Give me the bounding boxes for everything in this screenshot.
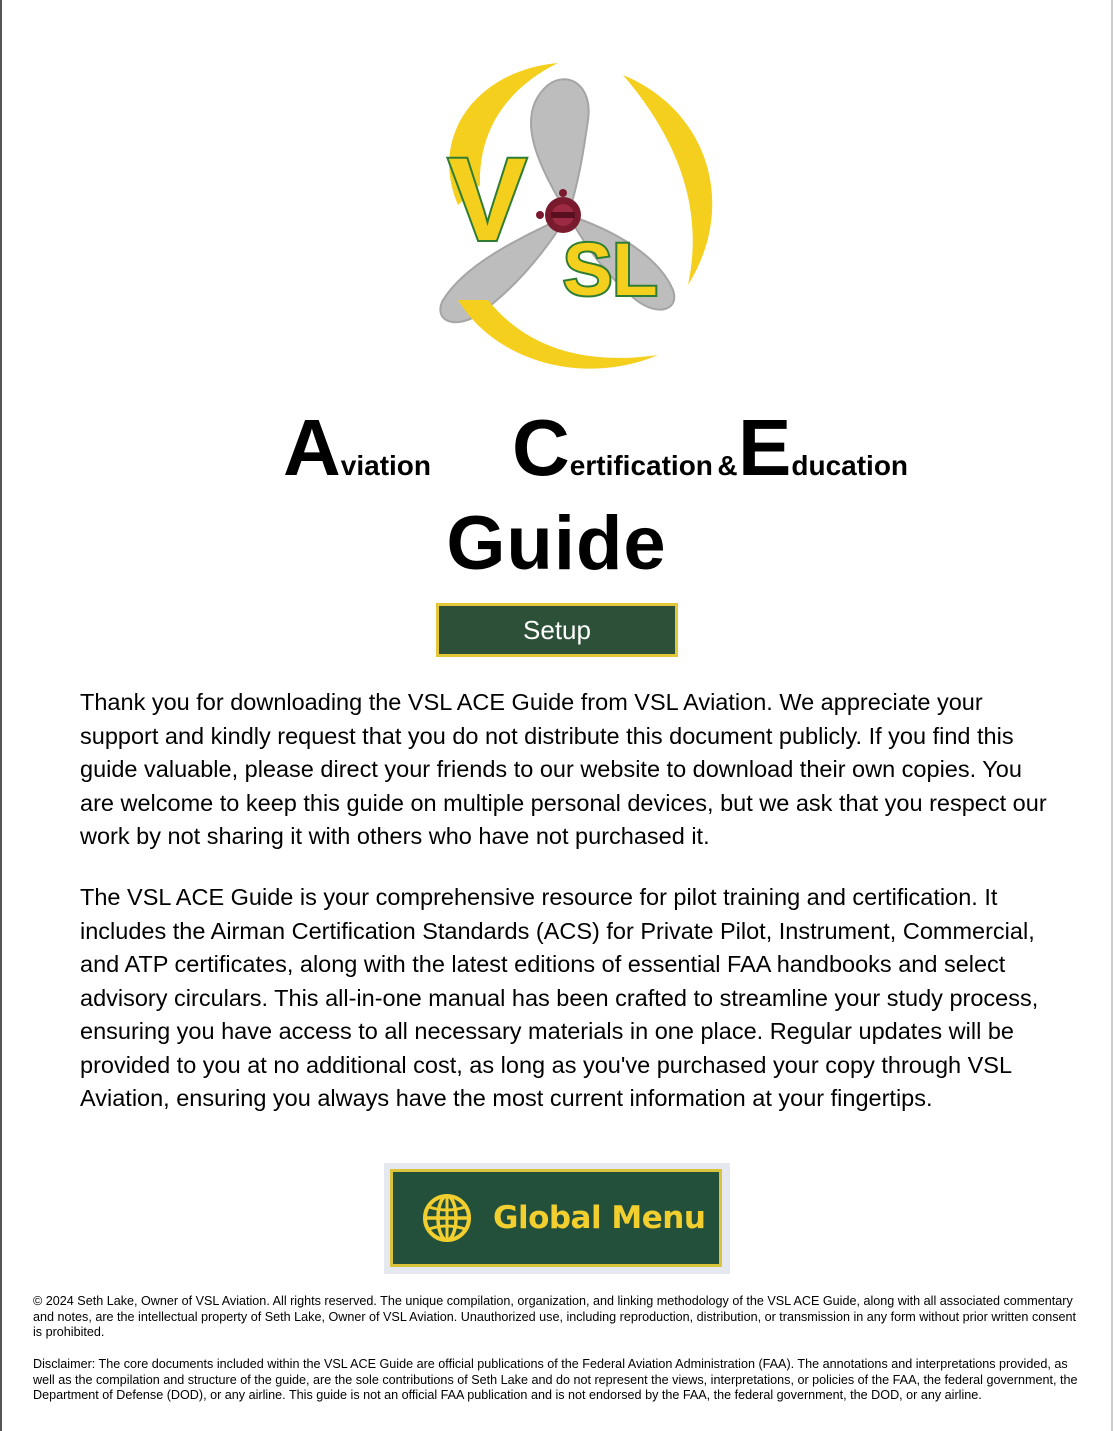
guide-title: Guide xyxy=(446,501,667,586)
ace-c-rest: ertification xyxy=(569,450,713,481)
global-menu-label: Global Menu xyxy=(493,1200,706,1236)
vsl-logo xyxy=(418,55,718,383)
ace-ampersand: & xyxy=(717,450,738,481)
globe-icon xyxy=(421,1192,473,1244)
vsl-propeller-logo-icon xyxy=(418,55,718,383)
global-menu-frame xyxy=(384,1163,730,1274)
ace-a-initial: A xyxy=(283,403,341,492)
description-paragraph: The VSL ACE Guide is your comprehensive resource for pilot training and certification. It includes the Airman Certification Standards (ACS) for Private Pilot, Instrument, Commercial, and ATP certificates, along with the latest editions of essential FAA handbooks and select advisory circulars. This all-in-one manual has been crafted to streamline your study process, ensuring you have access to all necessary materials in one place. Regular updates will be provided to you at no additional cost, as long as you've purchased your copy through VSL Aviation, ensuring you always have the most current information at your fingertips. xyxy=(80,884,1039,1111)
logo-sl-letters: SL xyxy=(563,228,658,311)
disclaimer-notice: Disclaimer: The core documents included within the VSL ACE Guide are official publications of the Federal Aviation Administration (FAA). The annotations and interpretations provided, as well as the compilation and structure of the guide, are the sole contributions of Seth Lake and do not represent the views, interpretations, or policies of the FAA, the federal government, the Department of Defense (DOD), or any airline. This guide is not an official FAA publication and is not endorsed by the FAA, the federal government, the DOD, or any airline. xyxy=(33,1357,1078,1403)
ace-heading xyxy=(0,403,1113,492)
ace-a-rest: viation xyxy=(340,450,432,481)
ace-c-initial: C xyxy=(512,403,570,492)
global-menu-button[interactable] xyxy=(390,1169,722,1267)
setup-button[interactable]: Setup xyxy=(436,603,678,657)
intro-paragraph: Thank you for downloading the VSL ACE Guide from VSL Aviation. We appreciate your support and kindly request that you do not distribute this document publicly. If you find this guide valuable, please direct your friends to our website to download their own copies. You are welcome to keep this guide on multiple personal devices, but we ask that you respect our work by not sharing it with others who have not purchased it. xyxy=(80,689,1047,849)
ace-e-initial: E xyxy=(738,403,792,492)
page-edge-left xyxy=(0,0,2,1431)
copyright-notice: © 2024 Seth Lake, Owner of VSL Aviation. All rights reserved. The unique compilation, organization, and linking methodology of the VSL ACE Guide, along with all associated commentary and notes, are the intellectual property of Seth Lake, Owner of VSL Aviation. Unauthorized use, including reproduction, distribution, or transmission in any form without prior written consent is prohibited. xyxy=(33,1294,1077,1340)
ace-e-rest: ducation xyxy=(791,450,909,481)
logo-v-letter: V xyxy=(448,134,527,266)
